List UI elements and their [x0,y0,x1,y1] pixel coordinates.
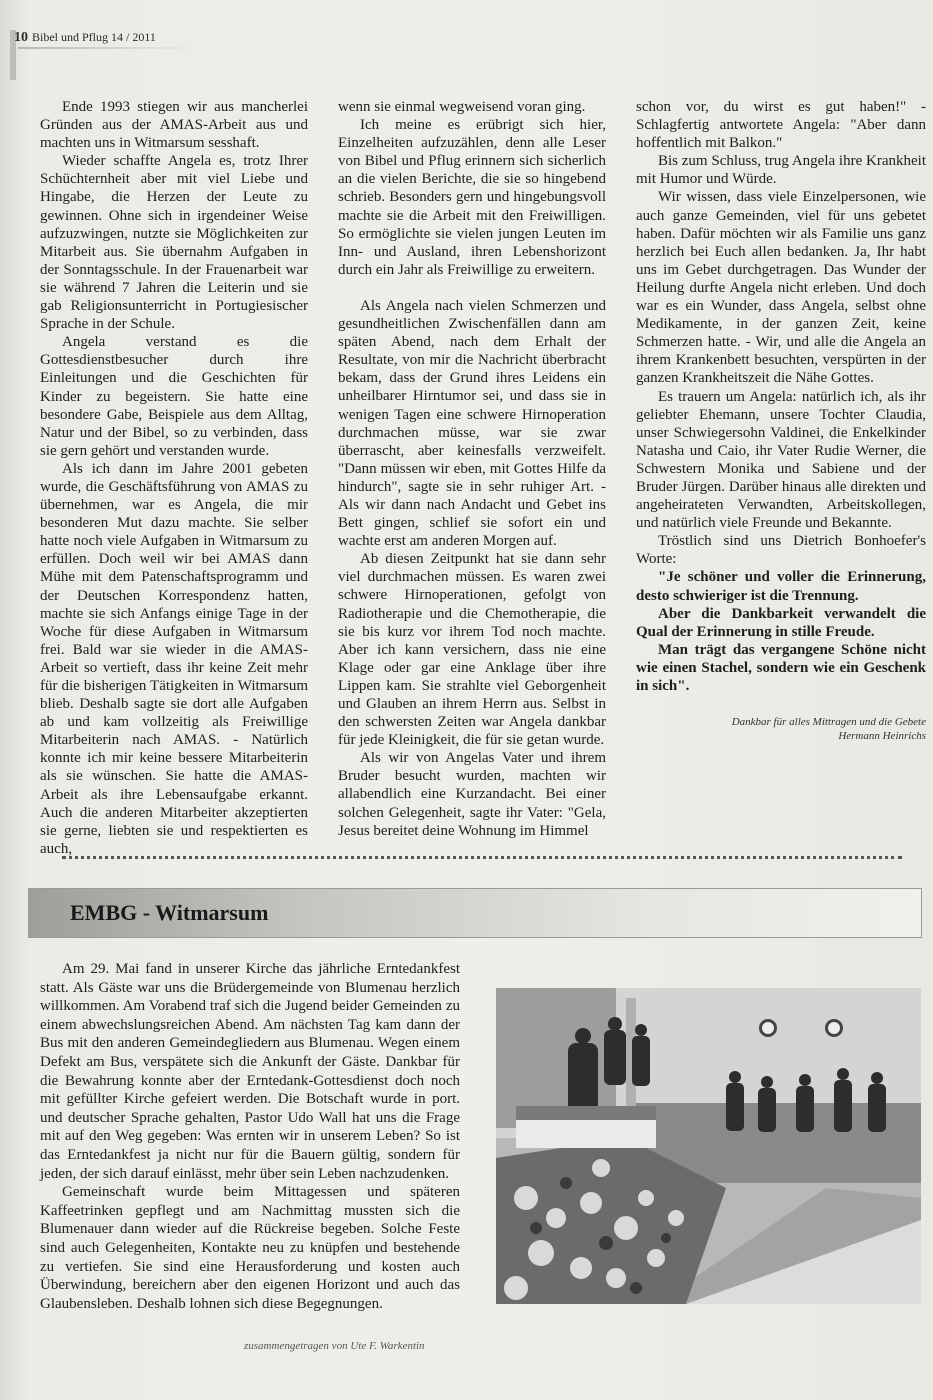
paragraph: Bis zum Schluss, trug Angela ihre Krankheit mit Humor und Würde. [636,153,926,188]
paragraph: Wir wissen, dass viele Einzelpersonen, wie auch ganze Gemeinden, viel für uns gebetet haben. Dafür möchten wir als Familie uns ganz herzlich bei Euch allen bedanken. Ja, Ihr habt uns im Gebet durchgetragen. Das Wunder der Heilung durfte Angela nicht erleben. Und doch war es ein Wunder, dass Angela, selbst ohne Medikamente, in der ganzen Zeit, keine Schmerzen hatte. - Wir, und alle die Angela an ihrem Krankenbett besuchten, verspürten in der ganzen Krankheitszeit die Nähe Gottes. [636,189,926,387]
quote-line: Aber die Dankbarkeit verwandelt die Qual der Erinnerung in stille Freude. [636,605,926,640]
paragraph: Gemeinschaft wurde beim Mittagessen und späteren Kaffeetrinken gepflegt und am Nachmittag mussten sich die Blumenauer dann wieder auf die Rückreise begeben. Solche Feste sind auch Gelegenheiten, Kontakte neu zu knüpfen und bestehende zu vertiefen. Sie sind eine Herausforderung und kosten auch Überwindung, bereichern aber den eigenen Horizont und auch das Glaubensleben. Deshalb lohnen sich diese Begegnungen. [40,1184,460,1312]
photo-credit: zusammengetragen von Ute F. Warkentin [244,1340,425,1352]
signature-author: Hermann Heinrichs [838,730,926,743]
page-number: 10 [14,30,28,45]
paragraph: schon vor, du wirst es gut haben!" - Schlagfertig antwortete Angela: "Aber dann hoffentlich mit Balkon." [636,99,926,152]
article-column-1 [40,98,308,858]
signature [636,715,926,743]
signature-line: Dankbar für alles Mittragen und die Gebete [731,716,926,729]
page-header [14,26,204,48]
dotted-separator [62,856,902,859]
paragraph: Ab diesen Zeitpunkt hat sie dann sehr viel durchmachen müssen. Es waren zwei schwere Hirnoperationen, gefolgt von Radiotherapie und die Chemotherapie, die sie bis kurz vor ihrem Tod noch machte. Aber ich kann versichern, dass nie eine Klage oder gar eine Anklage über ihre Lippen kam. Sie strahlte viel Geborgenheit und Glauben an ihrem Herrn aus. Selbst in den schwersten Zeiten war Angela dankbar für jede Kleinigkeit, die für sie getan wurde. [338,551,606,749]
article-column-3 [636,98,926,743]
section-body [40,960,460,1313]
paragraph: Es trauern um Angela: natürlich ich, als ihr geliebter Ehemann, unsere Tochter Claudia, unser Schwiegersohn Valdinei, die Enkelkinder Natasha und Caio, ihr Vater Rudie Werner, die Schwestern Monika und Sabiene und der Bruder Jürgen. Darüber hinaus alle direkten und angeheirateten Verwandten, Arbeitskollegen, und natürlich viele Freunde und Bekannte. [636,388,926,532]
paragraph: Als wir von Angelas Vater und ihrem Bruder besucht wurden, machten wir allabendlich eine Kurzandacht. Bei einer solchen Gelegenheit, sagte ihr Vater: "Gela, Jesus bereitet deine Wohnung im Himmel [338,750,606,839]
paragraph: Angela verstand es die Gottesdienstbesucher durch ihre Einleitungen und die Geschichten für Kinder zu begeistern. Sie hatte eine besondere Gabe, Beispiele aus dem Alltag, Natur und der Bibel, so zu verbinden, dass sie gern gehört und verstanden wurde. [40,334,308,459]
paragraph: Ich meine es erübrigt sich hier, Einzelheiten aufzuzählen, denn alle Leser von Bibel und Pflug erinnern sich sicherlich an die vielen Berichte, die sie so hingebend schrieb. Besonders gern und hingebungsvoll machte sie die Arbeit mit den Freiwilligen. So ermöglichte sie vielen jungen Leuten im Inn- und Ausland, ihren Lebenshorizont durch ein Jahr als Freiwillige zu erweitern. [338,117,606,278]
paragraph: Ende 1993 stiegen wir aus mancherlei Gründen aus der AMAS-Arbeit aus und machten uns in Witmarsum sesshaft. [40,99,308,152]
article-column-2 [338,98,606,840]
section-title: EMBG - Witmarsum [70,900,269,925]
paragraph: Als ich dann im Jahre 2001 gebeten wurde, die Geschäftsführung von AMAS zu übernehmen, war es Angela, die mir besonderen Mut dazu machte. Sie selber hatte noch viele Aufgaben in Witmarsum zu erfüllen. Doch weil wir bei AMAS dann Mühe mit dem Patenschaftsprogramm und der Deutschen Korrespondenz hatten, machte sie sich Anfangs einige Tage in der Woche für diese Aufgaben in Witmarsum frei. Bald war sie wieder in die AMAS-Arbeit so vertieft, dass ihr keine Zeit mehr für die bisherigen Tätigkeiten in Witmarsum blieb. Deshalb sagte sie dort alle Aufgaben ab und kam vollzeitig als Freiwillige Mitarbeiterin nach AMAS. - Natürlich konnte ich mir keine bessere Mitarbeiterin als sie wünschen. Sie hatte die AMAS-Arbeit als ihre Lebensaufgabe erkannt. Auch die anderen Mitarbeiter akzeptierten sie gerne, liebten sie und respektierten es auch, [40,460,308,857]
paragraph: Als Angela nach vielen Schmerzen und gesundheitlichen Zwischenfällen dann am späten Abend, nach dem Erhalt der Resultate, von mir die Nachricht überbracht bekam, dass der Grund ihres Leidens ein unheilbarer Hirntumor sei, und dass sie in wenigen Tagen eine schwere Hirnoperation durchmachen müsse, war sie zwar überrascht, aber keinesfalls verzweifelt. "Dann müssen wir eben, mit Gottes Hilfe da hindurch", sagte sie in sehr ruhiger Art. - Als wir dann nach Andacht und Gebet ins Bett gingen, schlief sie sofort ein und wachte erst am anderen Morgen auf. [338,297,606,550]
quote-line: Man trägt das vergangene Schöne nicht wie einen Stachel, sondern wie ein Geschenk in sich". [636,641,926,694]
paragraph: Wieder schaffte Angela es, trotz Ihrer Schüchternheit aber mit viel Liebe und Hingabe, die Herzen der Leute zu gewinnen. Ohne sich in irgendeiner Weise aufzuzwingen, nutzte sie Möglichkeiten zur Mitarbeit aus. Sie übernahm Aufgaben in der Sonntagsschule. In der Frauenarbeit war sie während 7 Jahren die Leiterin und sie gab Religionsunterricht in Portugiesischer Sprache in der Schule. [40,153,308,333]
paragraph: Am 29. Mai fand in unserer Kirche das jährliche Erntedankfest statt. Als Gäste war uns die Brüdergemeinde von Blumenau herzlich willkommen. Am Vorabend traf sich die Jugend beider Gemeinden zu einem abwechslungsreichen Abend. Am nächsten Tag kam dann der Bus mit den anderen Gemeindegliedern aus Blumenau. Wegen einem Defekt am Bus, verspätete sich die Ankunft der Gäste. Dankbar für die Bewahrung konnte aber der Erntedank-Gottesdienst doch noch mit gefüllter Kirche gefeiert werden. Die Botschaft wurde in port. und deutscher Sprache gehalten, Pastor Udo Wall hat uns die Frage mit auf den Weg gegeben: Was ernten wir in unserem Leben? So ist das Erntedankfest ja nicht nur für die Bauern gültig, sondern für jeden, der sich darauf einlässt, mehr über sein Leben nachzudenken. [40,961,460,1182]
church-harvest-photo [496,988,921,1304]
publication-name: Bibel und Pflug 14 / 2011 [32,30,156,44]
quote-line: "Je schöner und voller die Erinnerung, desto schwieriger ist die Trennung. [636,569,926,604]
paragraph: Tröstlich sind uns Dietrich Bonhoefer's Worte: [636,533,926,568]
bonhoeffer-quote [636,568,926,695]
paragraph: wenn sie einmal wegweisend voran ging. [338,99,586,115]
